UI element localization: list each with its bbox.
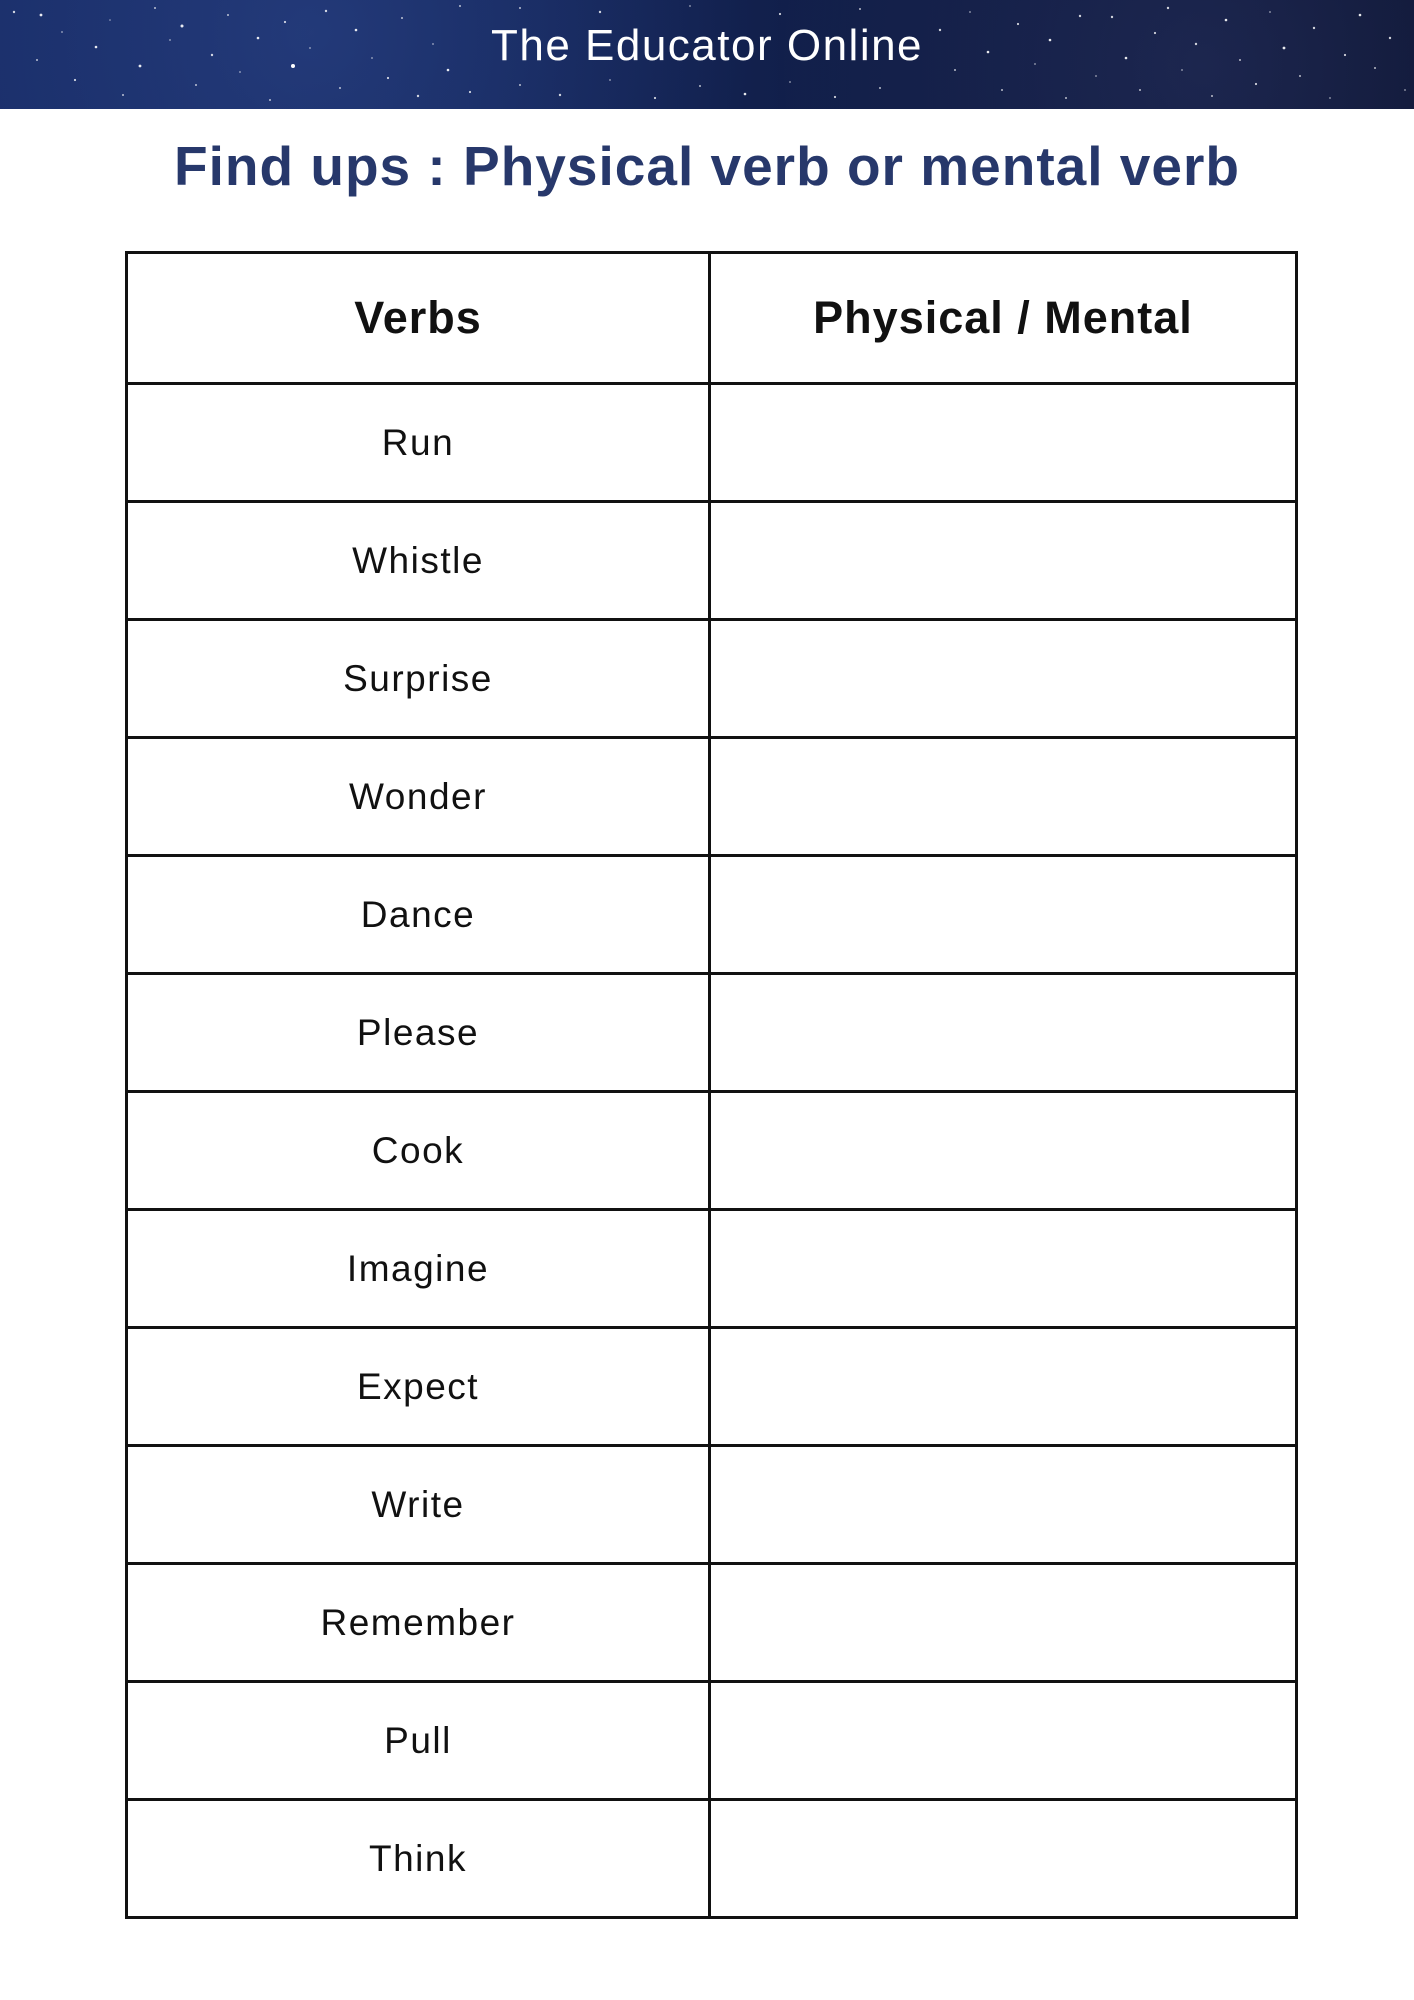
verb-cell: Surprise [127,620,710,738]
table-row [127,502,1297,620]
verb-cell: Run [127,384,710,502]
answer-cell[interactable] [710,1564,1297,1682]
table-row [127,1446,1297,1564]
verb-classification-table [125,251,1298,1919]
table-row [127,384,1297,502]
worksheet-title: Find ups : Physical verb or mental verb [174,135,1240,197]
verb-cell: Think [127,1800,710,1918]
answer-cell[interactable] [710,974,1297,1092]
column-header-physical-mental: Physical / Mental [710,253,1297,384]
verb-cell: Imagine [127,1210,710,1328]
table-row [127,738,1297,856]
answer-cell[interactable] [710,1446,1297,1564]
table-header-row [127,253,1297,384]
answer-cell[interactable] [710,1800,1297,1918]
header-banner [0,0,1414,109]
verb-cell: Wonder [127,738,710,856]
table-row [127,1682,1297,1800]
answer-cell[interactable] [710,502,1297,620]
verb-cell: Whistle [127,502,710,620]
verb-cell: Expect [127,1328,710,1446]
verb-cell: Pull [127,1682,710,1800]
table-row [127,620,1297,738]
verb-cell: Write [127,1446,710,1564]
answer-cell[interactable] [710,1328,1297,1446]
verb-cell: Dance [127,856,710,974]
verb-cell: Cook [127,1092,710,1210]
table-row [127,1800,1297,1918]
answer-cell[interactable] [710,856,1297,974]
table-row [127,974,1297,1092]
answer-cell[interactable] [710,738,1297,856]
answer-cell[interactable] [710,1092,1297,1210]
table-row [127,1092,1297,1210]
answer-cell[interactable] [710,1210,1297,1328]
answer-cell[interactable] [710,620,1297,738]
table-row [127,1210,1297,1328]
table-row [127,856,1297,974]
answer-cell[interactable] [710,1682,1297,1800]
column-header-verbs: Verbs [127,253,710,384]
table-row [127,1564,1297,1682]
verb-cell: Please [127,974,710,1092]
answer-cell[interactable] [710,384,1297,502]
table-row [127,1328,1297,1446]
verb-cell: Remember [127,1564,710,1682]
site-title: The Educator Online [490,21,924,70]
